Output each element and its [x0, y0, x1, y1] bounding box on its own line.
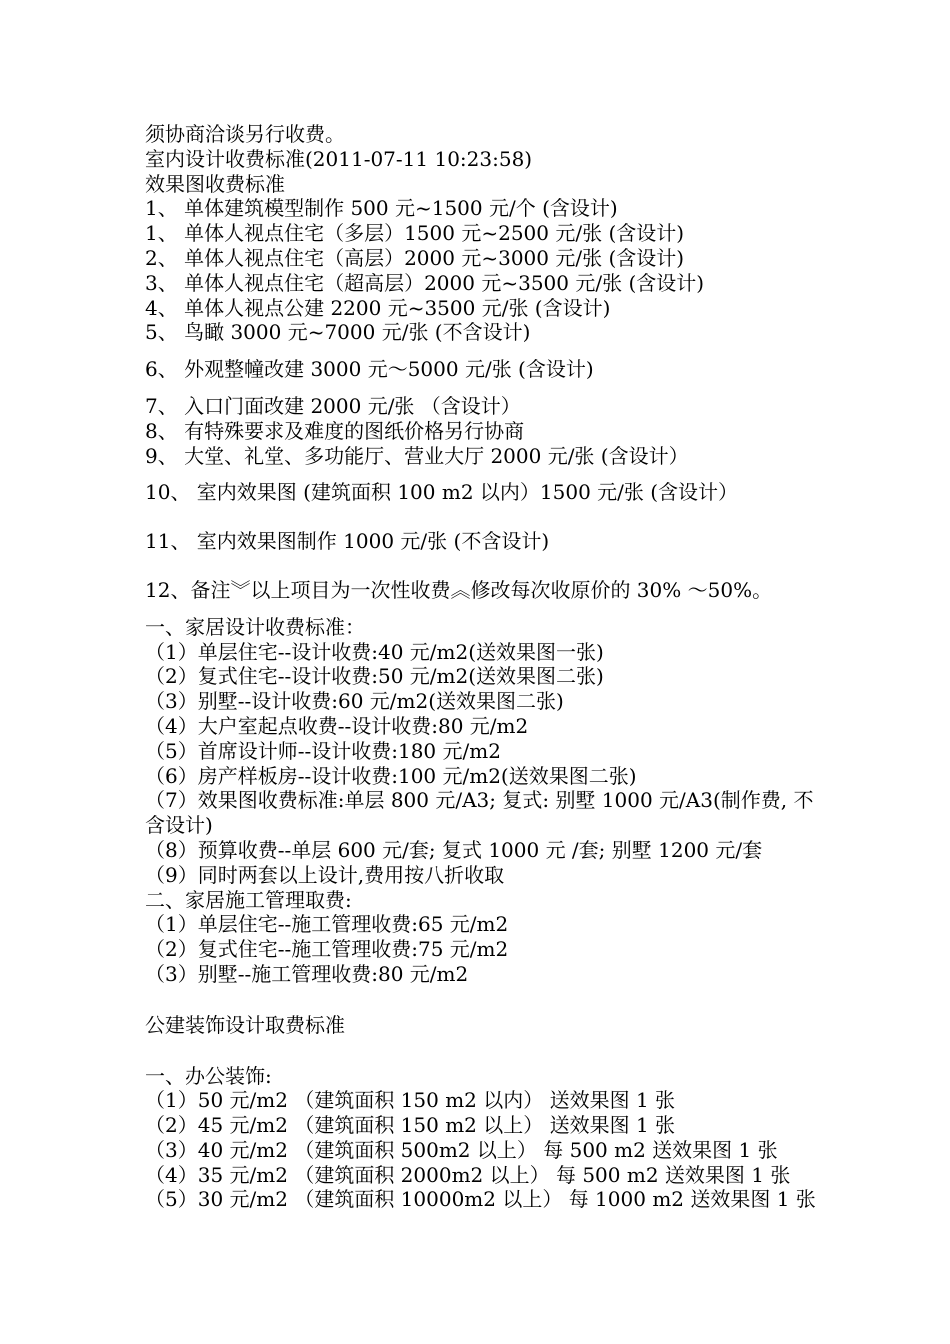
home-design-item-7: （7）效果图收费标准:单层 800 元/A3; 复式: 别墅 1000 元/A3(制作费, 不含设计)	[145, 788, 814, 838]
home-design-item-2: （2）复式住宅--设计收费:50 元/m2(送效果图二张)	[145, 664, 604, 689]
rendering-item-3: 3、 单体人视点住宅（超高层）2000 元~3500 元/张 (含设计)	[145, 270, 705, 295]
construction-item-1: （1）单层住宅--施工管理收费:65 元/m2	[145, 912, 509, 937]
home-design-item-8: （8）预算收费--单层 600 元/套; 复式 1000 元 /套; 别墅 1200 元/套	[145, 837, 763, 862]
rendering-item-10: 10、 室内效果图 (建筑面积 100 m2 以内）1500 元/张 (含设计）	[145, 480, 739, 505]
section-title-rendering-fee: 效果图收费标准	[145, 171, 285, 196]
construction-item-2: （2）复式住宅--施工管理收费:75 元/m2	[145, 937, 509, 962]
home-design-item-4: （4）大户室起点收费--设计收费:80 元/m2	[145, 713, 529, 738]
office-item-5: （5）30 元/m2 （建筑面积 10000m2 以上） 每 1000 m2 送效果图 1 张	[145, 1187, 816, 1212]
rendering-item-9: 9、 大堂、礼堂、多功能厅、营业大厅 2000 元/张 (含设计）	[145, 443, 689, 468]
office-item-4: （4）35 元/m2 （建筑面积 2000m2 以上） 每 500 m2 送效果图 1 张	[145, 1162, 791, 1187]
home-design-item-5: （5）首席设计师--设计收费:180 元/m2	[145, 738, 501, 763]
rendering-item-12-note: 12、备注︾以上项目为一次性收费︽修改每次收原价的 30% ～50%。	[145, 577, 773, 602]
rendering-item-1a: 1、 单体建筑模型制作 500 元~1500 元/个 (含设计)	[145, 196, 618, 221]
office-item-1: （1）50 元/m2 （建筑面积 150 m2 以内） 送效果图 1 张	[145, 1088, 676, 1113]
rendering-item-8: 8、 有特殊要求及难度的图纸价格另行协商	[145, 418, 525, 443]
section-title-public-design: 公建装饰设计取费标准	[145, 1012, 345, 1037]
intro-note: 须协商洽谈另行收费。	[145, 122, 345, 146]
rendering-item-11: 11、 室内效果图制作 1000 元/张 (不含设计)	[145, 529, 550, 554]
office-item-3: （3）40 元/m2 （建筑面积 500m2 以上） 每 500 m2 送效果图 1 张	[145, 1137, 778, 1162]
office-item-2: （2）45 元/m2 （建筑面积 150 m2 以上） 送效果图 1 张	[145, 1113, 676, 1138]
rendering-item-4: 4、 单体人视点公建 2200 元~3500 元/张 (含设计)	[145, 295, 611, 320]
rendering-item-5: 5、 鸟瞰 3000 元~7000 元/张 (不含设计)	[145, 320, 531, 345]
rendering-item-7: 7、 入口门面改建 2000 元/张 （含设计）	[145, 393, 521, 418]
section-title-office: 一、办公装饰:	[145, 1063, 272, 1088]
home-design-item-3: （3）别墅--设计收费:60 元/m2(送效果图二张)	[145, 689, 564, 714]
rendering-item-6: 6、 外观整幢改建 3000 元～5000 元/张 (含设计)	[145, 357, 594, 382]
section-title-home-design: 一、家居设计收费标准：	[145, 614, 365, 639]
document-body	[145, 122, 825, 1212]
rendering-item-1b: 1、 单体人视点住宅（多层）1500 元~2500 元/张 (含设计)	[145, 221, 685, 246]
rendering-item-2: 2、 单体人视点住宅（高层）2000 元~3000 元/张 (含设计)	[145, 245, 685, 270]
section-title-construction-fee: 二、家居施工管理取费:	[145, 887, 352, 912]
construction-item-3: （3）别墅--施工管理收费:80 元/m2	[145, 961, 469, 986]
home-design-item-9: （9）同时两套以上设计,费用按八折收取	[145, 862, 505, 887]
section-title-interior-fee: 室内设计收费标准(2011-07-11 10:23:58)	[145, 146, 533, 171]
home-design-item-1: （1）单层住宅--设计收费:40 元/m2(送效果图一张)	[145, 639, 604, 664]
home-design-item-6: （6）房产样板房--设计收费:100 元/m2(送效果图二张)	[145, 763, 637, 788]
